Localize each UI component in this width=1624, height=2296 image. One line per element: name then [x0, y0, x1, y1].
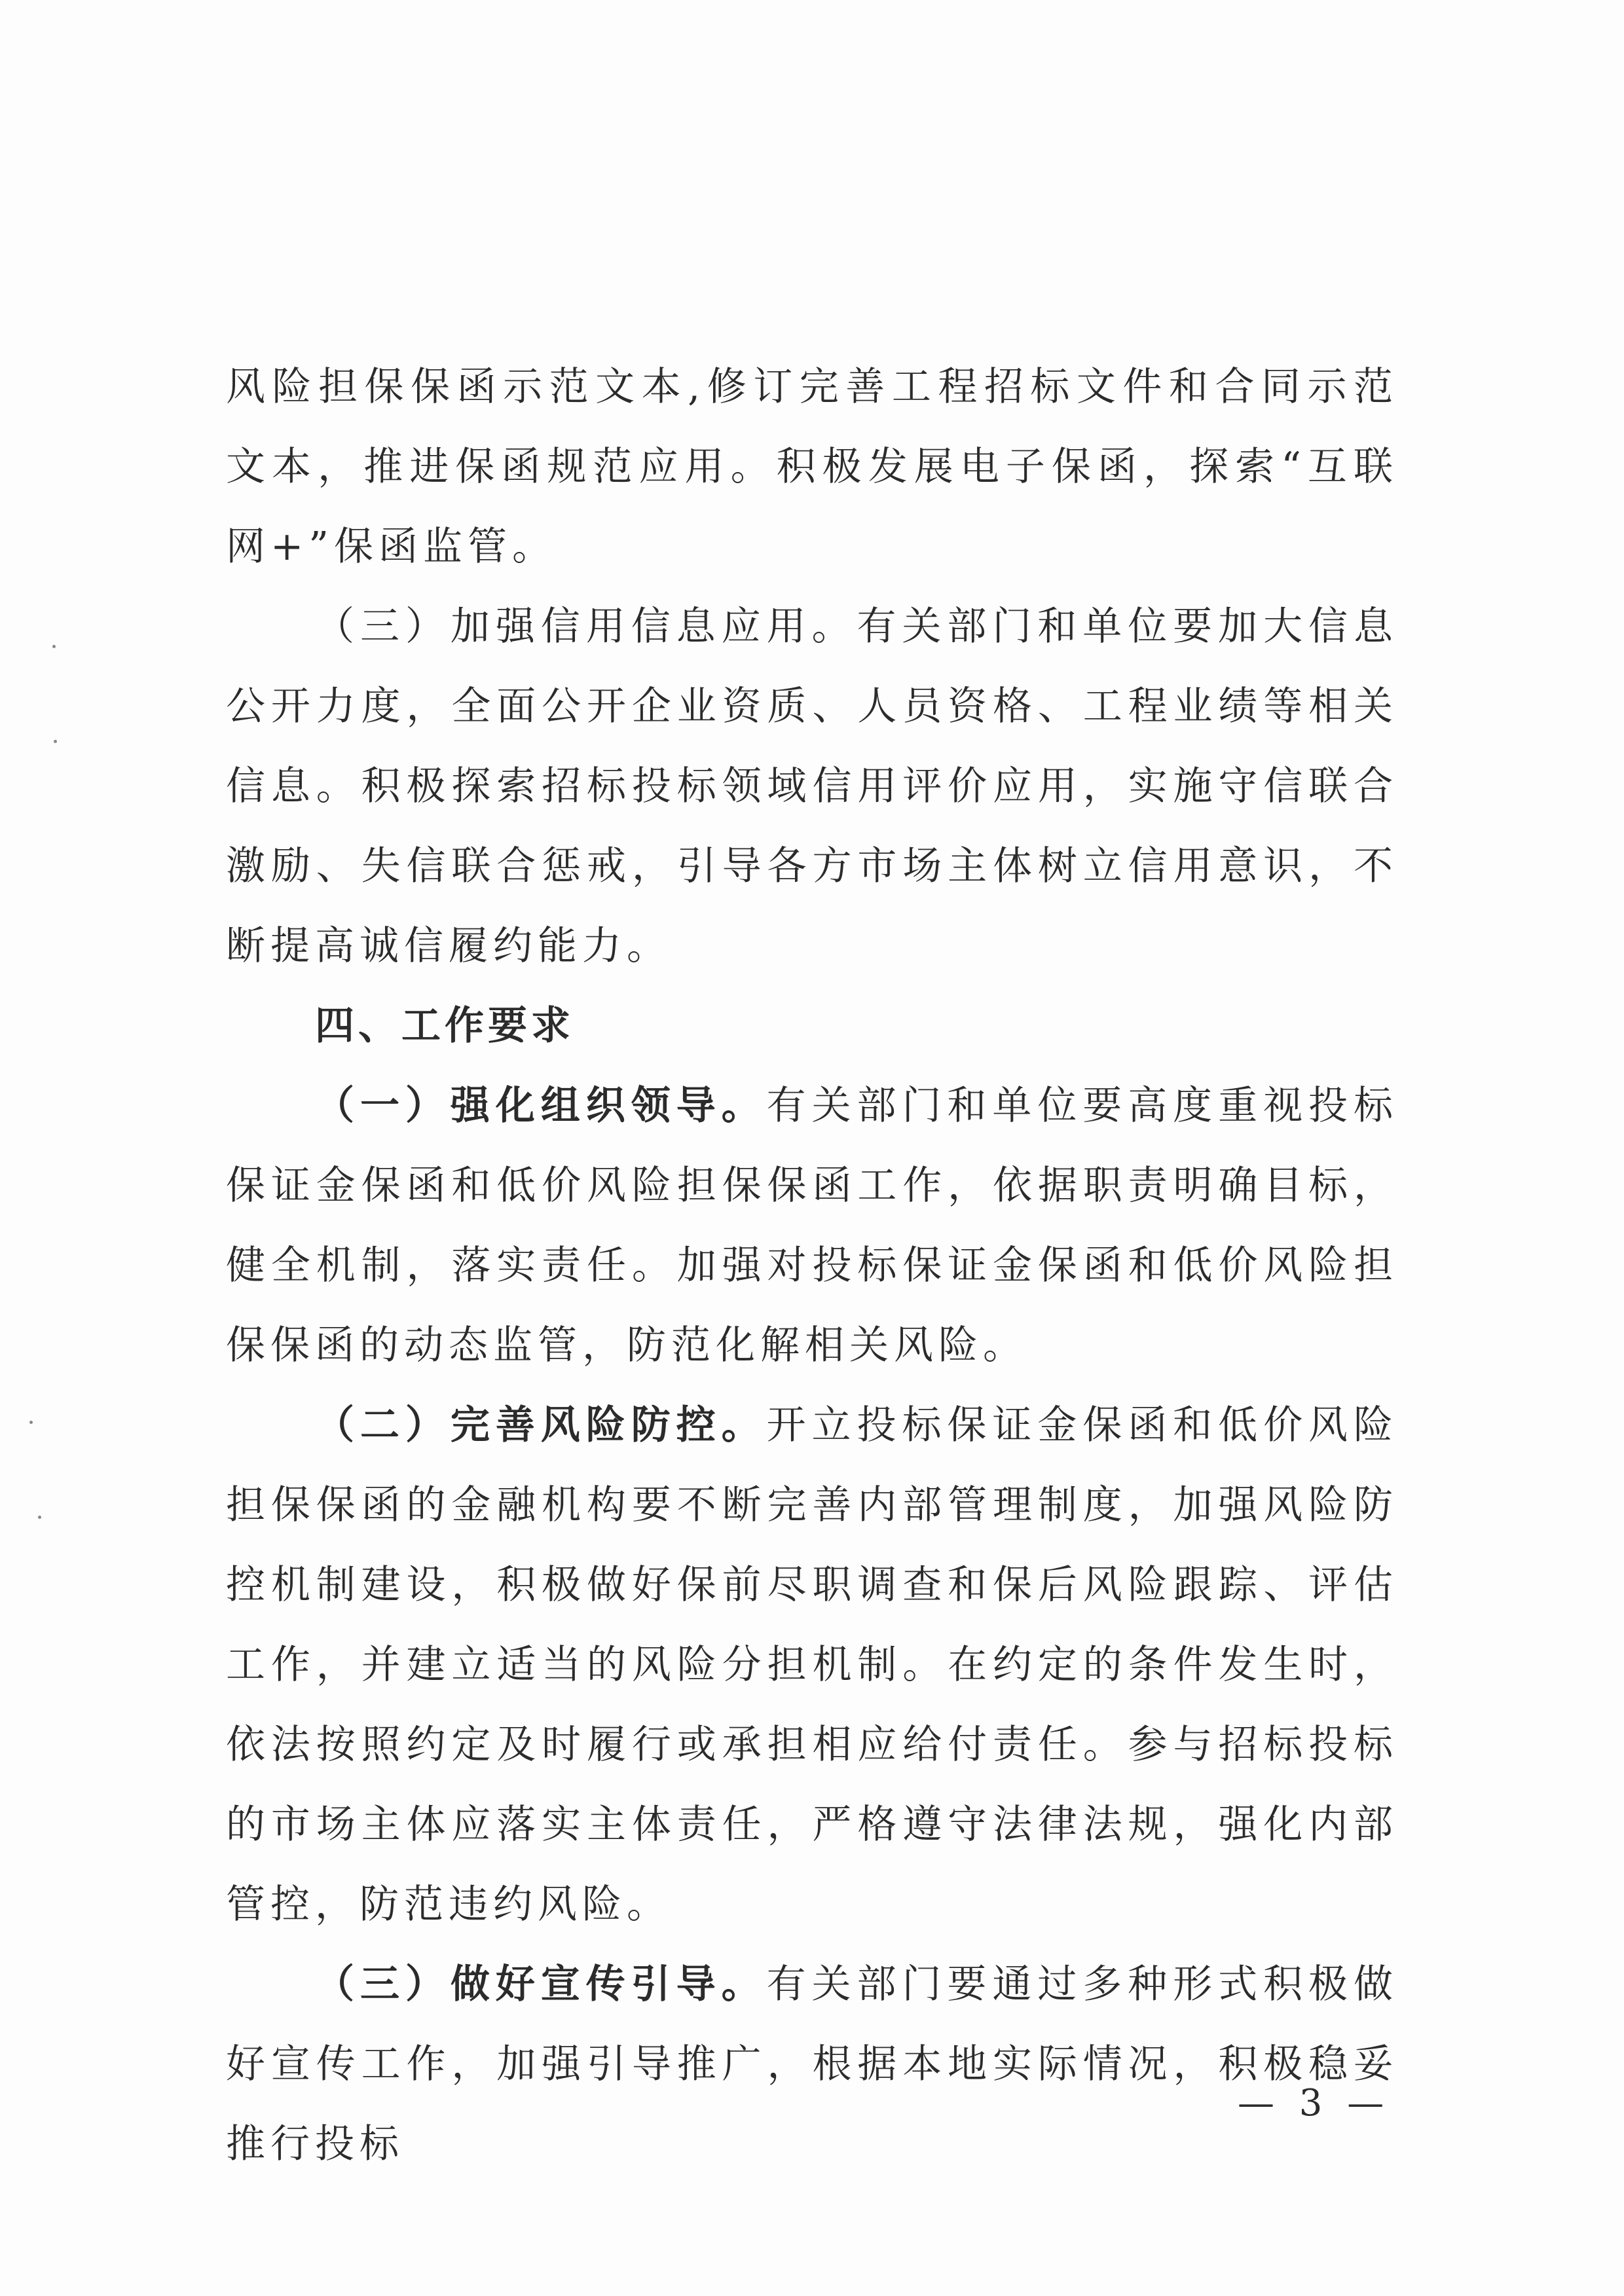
section-heading-work-requirements: 四、工作要求 [315, 1003, 574, 1049]
item-publicity-guidance [226, 1944, 1398, 2184]
item-lead: （三）做好宣传引导。 [315, 1961, 767, 2007]
item-text: 有关部门和单位要高度重视投标保证金保函和低价风险担保保函工作，依据职责明确目标，健全机制，落实责任。加强对投标保证金保函和低价风险担保保函的动态监管，防范化解相关风险。 [226, 1083, 1399, 1368]
paragraph-credit-information: （三）加强信用信息应用。有关部门和单位要加大信息公开力度，全面公开企业资质、人员资格、工程业绩等相关信息。积极探索招标投标领域信用评价应用，实施守信联合激励、失信联合惩戒，引导各方市场主体树立信用意识，不断提高诚信履约能力。 [226, 604, 1398, 969]
paragraph-guarantee-template: 风险担保保函示范文本,修订完善工程招标文件和合同示范文本，推进保函规范应用。积极发展电子保函，探索“互联网+”保函监管。 [226, 364, 1398, 570]
item-text: 开立投标保证金保函和低价风险担保保函的金融机构要不断完善内部管理制度，加强风险防控机制建设，积极做好保前尽职调查和保后风险跟踪、评估工作，并建立适当的风险分担机制。在约定的条件发生时，依法按照约定及时履行或承担相应给付责任。参与招标投标的市场主体应落实主体责任，严格遵守法律法规，强化内部管控，防范违约风险。 [226, 1402, 1399, 1927]
page-number: — 3 — [1238, 2082, 1391, 2124]
item-lead: （一）强化组织领导。 [315, 1083, 767, 1129]
item-text: 有关部门要通过多种形式积极做好宣传工作，加强引导推广，根据本地实际情况，积极稳妥推行投标 [226, 1961, 1399, 2167]
item-organization-leadership [226, 1066, 1398, 1385]
item-risk-control [226, 1385, 1398, 1944]
document-body [226, 347, 1398, 2184]
item-lead: （二）完善风险防控。 [315, 1402, 767, 1448]
